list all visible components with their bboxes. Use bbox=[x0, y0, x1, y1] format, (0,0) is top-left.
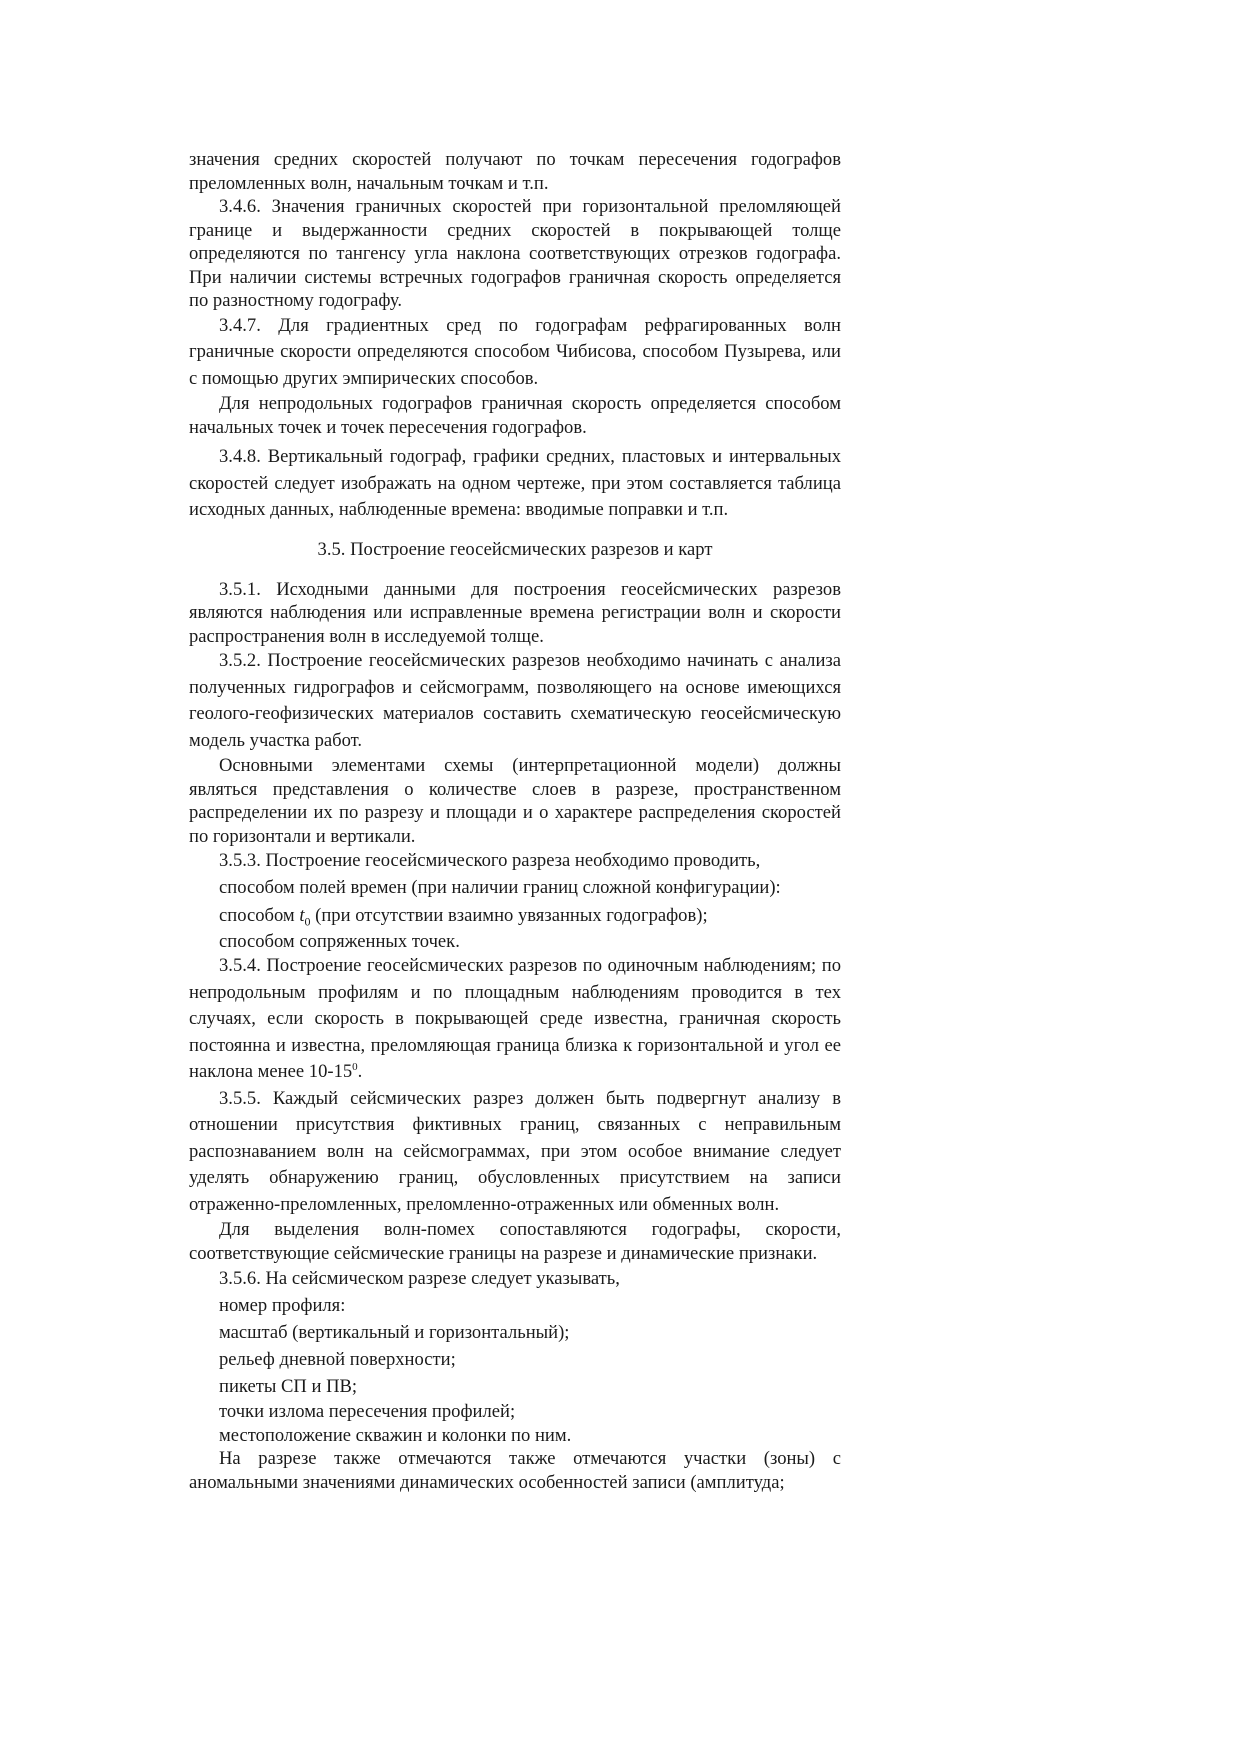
paragraph-3-4-7: 3.4.7. Для градиентных сред по годографам рефрагированных волн граничные скорости определяются способом Чибисова, способом Пузырева, или с помощью других эмпирических способов. bbox=[189, 314, 841, 389]
paragraph-model-elements: Основными элементами схемы (интерпретационной модели) должны являться представления о количестве слоев в разрезе, пространственном распределении их по разрезу и площади и о характере распределения скоростей по горизонтали и вертикали. bbox=[189, 755, 841, 847]
paragraph-3-5-6: 3.5.6. На сейсмическом разрезе следует указывать, bbox=[219, 1268, 620, 1289]
paragraph-intro: значения средних скоростей получают по точкам пересечения годографов преломленных волн, начальным точкам и т.п. bbox=[189, 149, 841, 194]
paragraph-3-5-3: 3.5.3. Построение геосейсмического разреза необходимо проводить, bbox=[219, 850, 761, 871]
t0-after: (при отсутствии взаимно увязанных годографов); bbox=[310, 905, 708, 926]
paragraph-3-4-8: 3.4.8. Вертикальный годограф, графики средних, пластовых и интервальных скоростей следует изображать на одном чертеже, при этом составляется таблица исходных данных, наблюденные времена: вводимые поправки и т.п. bbox=[189, 446, 841, 520]
paragraph-3-5-4 bbox=[189, 953, 841, 1086]
p354-text: 3.5.4. Построение геосейсмических разрезов по одиночным наблюдениям; по непродольным профилям и по площадным наблюдениям проводится в тех случаях, если скорость в покрывающей среде известна, граничная скорость постоянна и известна, преломляющая граница близка к горизонтальной и угол ее наклона менее 10-15 bbox=[189, 955, 841, 1082]
t0-subscript: 0 bbox=[304, 914, 311, 929]
paragraph-non-longitudinal: Для непродольных годографов граничная скорость определяется способом начальных точек и точек пересечения годографов. bbox=[189, 393, 841, 438]
paragraph-3-5-1: 3.5.1. Исходными данными для построения геосейсмических разрезов являются наблюдения или исправленные времена регистрации волн и скорости распространения волн в исследуемой толще. bbox=[189, 578, 841, 647]
paragraph-anomalies: На разрезе также отмечаются также отмечаются участки (зоны) с аномальными значениями динамических особенностей записи (амплитуда; bbox=[189, 1448, 841, 1493]
list-item-scale: масштаб (вертикальный и горизонтальный); bbox=[219, 1322, 570, 1343]
list-item-wells: местоположение скважин и колонки по ним. bbox=[219, 1424, 572, 1446]
list-item-profile-number: номер профиля: bbox=[219, 1295, 346, 1316]
paragraph-3-4-6: 3.4.6. Значения граничных скоростей при горизонтальной преломляющей границе и выдержанности средних скоростей в покрывающей толще определяются по тангенсу угла наклона соответствующих отрезков годографа. При наличии системы встречных годографов граничная скорость определяется по разностному годографу. bbox=[189, 196, 841, 311]
t0-variable: t bbox=[299, 905, 305, 926]
item-t0-method bbox=[189, 903, 841, 930]
list-item-break-points: точки излома пересечения профилей; bbox=[219, 1401, 516, 1422]
paragraph-3-5-5: 3.5.5. Каждый сейсмических разрез должен быть подвергнут анализу в отношении присутствия фиктивных границ, связанных с неправильным распознаванием волн на сейсмограммах, при этом особое внимание следует уделять обнаружению границ, обусловленных присутствием на записи отраженно-преломленных, преломленно-отраженных или обменных волн. bbox=[189, 1087, 841, 1215]
paragraph-3-5-2: 3.5.2. Построение геосейсмических разрезов необходимо начинать с анализа полученных гидрографов и сейсмограмм, позволяющего на основе имеющихся геолого-геофизических материалов составить схематическую геосейсмическую модель участка работ. bbox=[189, 650, 841, 751]
p354-end: . bbox=[357, 1061, 363, 1082]
t0-before: способом bbox=[219, 905, 300, 926]
list-item-pickets: пикеты СП и ПВ; bbox=[219, 1376, 358, 1397]
document-page bbox=[189, 148, 841, 1494]
section-heading: 3.5. Построение геосейсмических разрезов и карт bbox=[317, 538, 713, 560]
paragraph-time-fields: способом полей времен (при наличии границ сложной конфигурации): bbox=[219, 876, 781, 898]
paragraph-noise-waves: Для выделения волн-помех сопоставляются годографы, скорости, соответствующие сейсмические границы на разрезе и динамические признаки. bbox=[189, 1219, 841, 1264]
p354-degree: 0 bbox=[352, 1060, 358, 1073]
list-item-relief: рельеф дневной поверхности; bbox=[219, 1349, 456, 1370]
item-conjugate-points: способом сопряженных точек. bbox=[219, 930, 460, 952]
